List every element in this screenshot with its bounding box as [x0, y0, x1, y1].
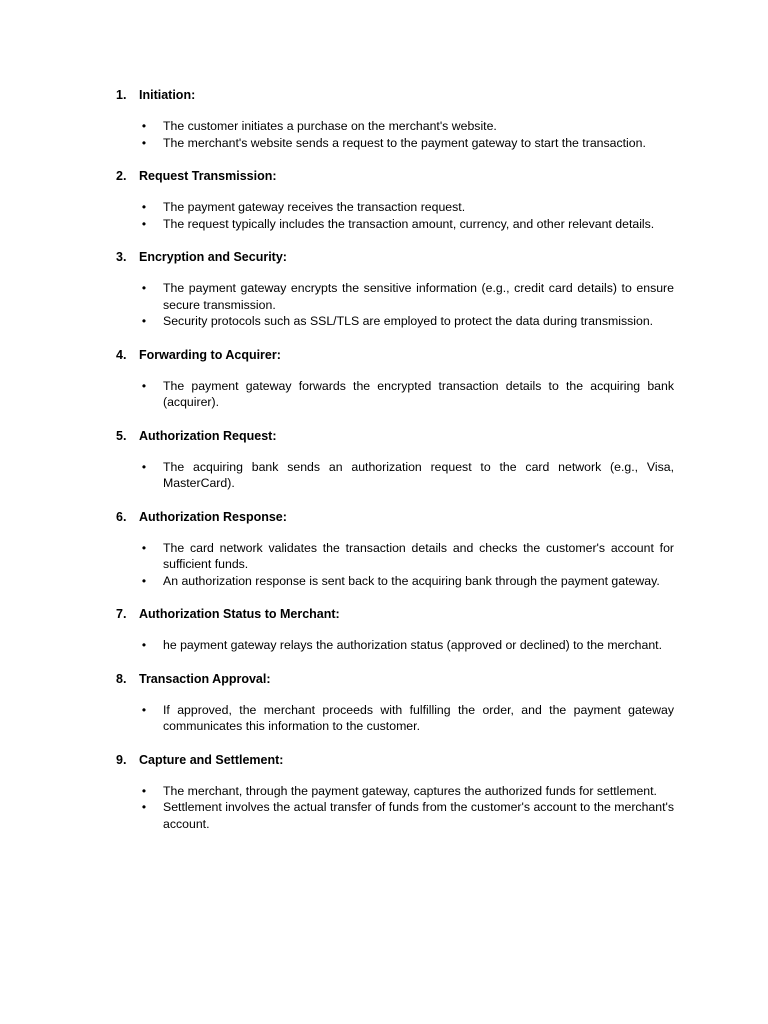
step-item [116, 670, 674, 735]
step-heading [116, 346, 674, 364]
bullet-list [116, 637, 674, 654]
step-number: 4. [116, 347, 127, 362]
bullet-item [116, 313, 674, 330]
step-heading [116, 248, 674, 266]
step-item [116, 346, 674, 411]
bullet-text: The card network validates the transaction details and checks the customer's account for sufficient funds. [163, 540, 674, 571]
step-item [116, 248, 674, 330]
bullet-point-icon: • [141, 135, 147, 150]
step-item [116, 86, 674, 151]
step-number: 8. [116, 671, 127, 686]
bullet-item [116, 459, 674, 492]
bullet-list [116, 783, 674, 833]
step-title: Initiation: [139, 88, 196, 102]
bullet-point-icon: • [141, 119, 147, 133]
step-heading [116, 508, 674, 526]
bullet-list [116, 540, 674, 590]
bullet-item [116, 702, 674, 735]
bullet-text: Security protocols such as SSL/TLS are employed to protect the data during transmission. [163, 314, 654, 328]
bullet-list [116, 118, 674, 151]
bullet-item [116, 199, 674, 216]
bullet-point-icon: • [141, 702, 147, 717]
bullet-text: If approved, the merchant proceeds with fulfilling the order, and the payment gateway communicates this information to the customer. [163, 702, 674, 733]
step-number: 2. [116, 169, 127, 183]
step-title: Forwarding to Acquirer: [139, 347, 281, 362]
bullet-item [116, 135, 674, 152]
bullet-item [116, 216, 674, 233]
step-heading [116, 427, 674, 445]
bullet-list [116, 378, 674, 411]
step-title: Request Transmission: [139, 169, 277, 183]
step-number: 7. [116, 607, 127, 621]
step-item [116, 167, 674, 232]
step-title: Authorization Request: [139, 428, 277, 443]
step-item [116, 508, 674, 590]
step-number: 1. [116, 88, 127, 102]
bullet-text: The customer initiates a purchase on the merchant's website. [163, 119, 497, 133]
bullet-item [116, 637, 674, 654]
bullet-point-icon: • [141, 459, 147, 474]
step-number: 6. [116, 509, 127, 524]
bullet-item [116, 783, 674, 800]
bullet-point-icon: • [141, 200, 147, 214]
bullet-list [116, 702, 674, 735]
step-item [116, 751, 674, 833]
step-number: 9. [116, 752, 127, 767]
bullet-item [116, 378, 674, 411]
bullet-text: The payment gateway encrypts the sensitive information (e.g., credit card details) to ensure secure transmission. [163, 281, 674, 312]
bullet-item [116, 118, 674, 135]
bullet-list [116, 199, 674, 232]
step-heading [116, 751, 674, 769]
step-title: Capture and Settlement: [139, 752, 284, 767]
bullet-text: The merchant's website sends a request to the payment gateway to start the transaction. [163, 135, 646, 150]
steps-list [116, 86, 674, 832]
step-item [116, 605, 674, 654]
bullet-point-icon: • [141, 540, 147, 555]
step-title: Authorization Response: [139, 509, 287, 524]
bullet-point-icon: • [141, 800, 147, 814]
bullet-list [116, 280, 674, 330]
bullet-item [116, 573, 674, 590]
step-title: Authorization Status to Merchant: [139, 607, 340, 621]
bullet-item [116, 280, 674, 313]
bullet-text: he payment gateway relays the authorization status (approved or declined) to the merchant. [163, 638, 662, 652]
bullet-text: An authorization response is sent back to the acquiring bank through the payment gateway. [163, 573, 660, 588]
bullet-point-icon: • [141, 638, 147, 652]
bullet-text: The payment gateway receives the transaction request. [163, 200, 466, 214]
bullet-point-icon: • [141, 378, 147, 393]
bullet-text: The request typically includes the transaction amount, currency, and other relevant details. [163, 216, 655, 231]
step-heading [116, 167, 674, 185]
step-title: Transaction Approval: [139, 671, 271, 686]
step-heading [116, 605, 674, 623]
step-number: 5. [116, 428, 127, 443]
bullet-point-icon: • [141, 281, 147, 295]
bullet-item [116, 540, 674, 573]
bullet-text: Settlement involves the actual transfer of funds from the customer's account to the merchant's account. [163, 800, 674, 831]
bullet-point-icon: • [141, 573, 147, 588]
bullet-point-icon: • [141, 216, 147, 231]
step-title: Encryption and Security: [139, 250, 287, 264]
bullet-point-icon: • [141, 314, 147, 328]
bullet-point-icon: • [141, 783, 147, 798]
step-item [116, 427, 674, 492]
bullet-list [116, 459, 674, 492]
step-number: 3. [116, 250, 127, 264]
bullet-text: The payment gateway forwards the encrypted transaction details to the acquiring bank (acquirer). [163, 378, 674, 409]
bullet-text: The acquiring bank sends an authorization request to the card network (e.g., Visa, MasterCard). [163, 459, 674, 490]
bullet-text: The merchant, through the payment gateway, captures the authorized funds for settlement. [163, 783, 657, 798]
bullet-item [116, 799, 674, 832]
step-heading [116, 670, 674, 688]
step-heading [116, 86, 674, 104]
